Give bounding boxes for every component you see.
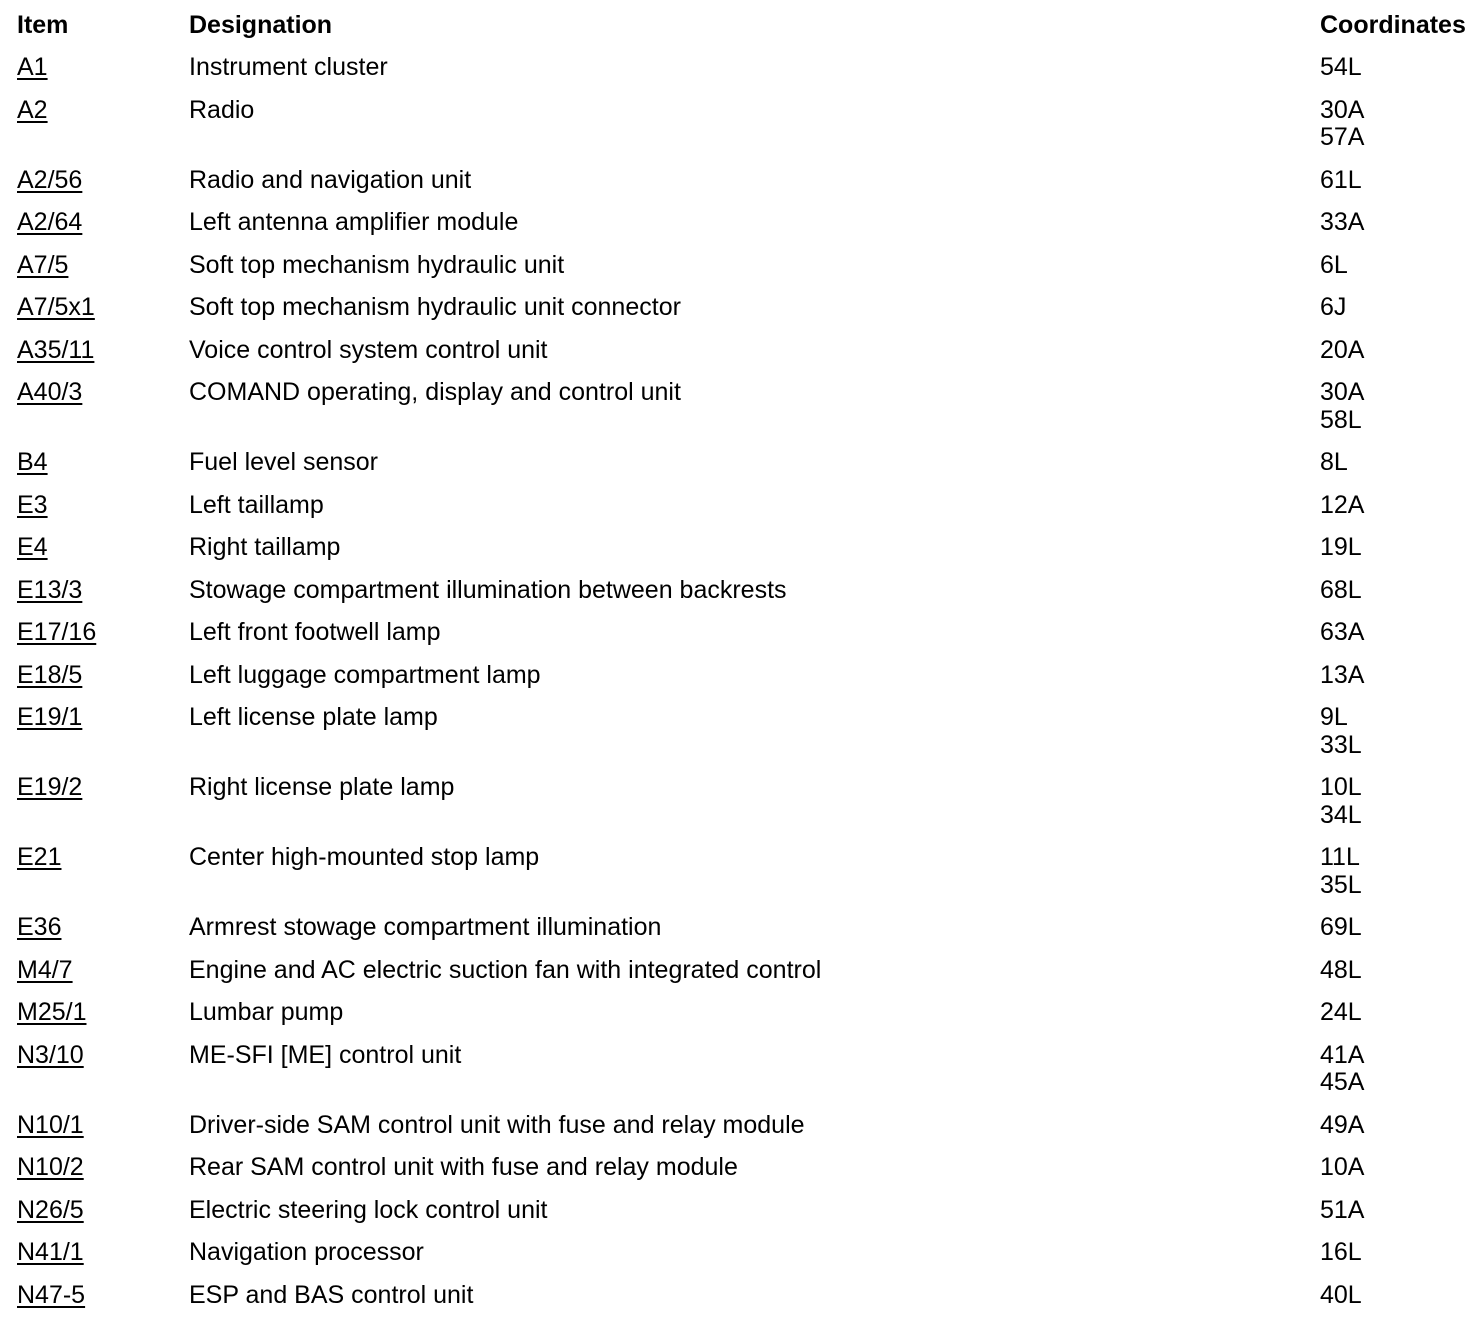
coordinate-value: 10A — [1320, 1153, 1365, 1181]
coordinates-cell — [1320, 577, 1472, 605]
table-row — [0, 47, 1472, 90]
item-link[interactable]: B4 — [17, 448, 48, 476]
item-cell — [17, 1282, 189, 1310]
item-link[interactable]: M25/1 — [17, 998, 87, 1026]
item-cell — [17, 534, 189, 562]
table-row — [0, 527, 1472, 570]
coordinates-cell — [1320, 1154, 1472, 1182]
item-cell — [17, 999, 189, 1027]
designation-text: Soft top mechanism hydraulic unit connector — [189, 293, 681, 321]
item-link[interactable]: N41/1 — [17, 1238, 84, 1266]
item-link[interactable]: E17/16 — [17, 618, 97, 646]
table-row — [0, 329, 1472, 372]
item-link[interactable]: A1 — [17, 53, 48, 81]
coordinate-value: 9L — [1320, 703, 1348, 731]
coordinate-value: 35L — [1320, 870, 1362, 899]
coordinate-value: 6J — [1320, 293, 1347, 321]
item-link[interactable]: A40/3 — [17, 378, 83, 406]
coordinates-cell — [1320, 379, 1472, 434]
item-link[interactable]: N10/2 — [17, 1153, 84, 1181]
coordinates-cell — [1320, 1282, 1472, 1310]
designation-text: Right license plate lamp — [189, 773, 455, 801]
coordinate-value: 13A — [1320, 660, 1365, 689]
coordinate-value: 54L — [1320, 53, 1362, 81]
item-cell — [17, 1197, 189, 1225]
designation-text: Voice control system control unit — [189, 335, 548, 364]
item-cell — [17, 54, 189, 82]
item-cell — [17, 844, 189, 899]
designation-text: Radio — [189, 95, 255, 124]
coordinates-cell — [1320, 54, 1472, 82]
table-row — [0, 202, 1472, 245]
column-header-item: Item — [17, 10, 69, 39]
coordinate-value: 49A — [1320, 1110, 1365, 1139]
item-cell — [17, 209, 189, 237]
designation-text: ESP and BAS control unit — [189, 1280, 474, 1309]
designation-text: Electric steering lock control unit — [189, 1195, 548, 1224]
table-row — [0, 612, 1472, 655]
table-row — [0, 569, 1472, 612]
coordinates-cell — [1320, 1042, 1472, 1097]
coordinate-value: 19L — [1320, 533, 1362, 561]
table-row — [0, 949, 1472, 992]
coordinate-value: 33L — [1320, 730, 1362, 759]
coordinates-cell — [1320, 914, 1472, 942]
table-row — [0, 244, 1472, 287]
designation-text: Navigation processor — [189, 1238, 424, 1266]
designation-text: Left antenna amplifier module — [189, 208, 519, 236]
item-cell — [17, 97, 189, 152]
coordinates-cell — [1320, 1112, 1472, 1140]
designation-text: Left luggage compartment lamp — [189, 660, 541, 689]
designation-text: Rear SAM control unit with fuse and relay module — [189, 1153, 738, 1181]
table-row — [0, 484, 1472, 527]
coordinate-value: 68L — [1320, 575, 1362, 604]
column-header-designation: Designation — [189, 10, 333, 39]
table-header-row — [0, 4, 1472, 47]
item-cell — [17, 294, 189, 322]
coordinates-cell — [1320, 1239, 1472, 1267]
designation-text: ME-SFI [ME] control unit — [189, 1040, 462, 1069]
coordinate-value: 34L — [1320, 800, 1362, 829]
item-cell — [17, 167, 189, 195]
designation-text: Left license plate lamp — [189, 703, 438, 731]
table-row — [0, 992, 1472, 1035]
table-row — [0, 287, 1472, 330]
item-link[interactable]: A2/64 — [17, 208, 83, 236]
coordinate-value: 48L — [1320, 955, 1362, 984]
column-header-coordinates: Coordinates — [1320, 10, 1466, 39]
designation-text: Lumbar pump — [189, 998, 344, 1026]
designation-text: COMAND operating, display and control unit — [189, 378, 681, 406]
item-cell — [17, 337, 189, 365]
designation-text: Fuel level sensor — [189, 448, 378, 476]
item-cell — [17, 704, 189, 759]
item-cell — [17, 1112, 189, 1140]
item-cell — [17, 577, 189, 605]
item-cell — [17, 1154, 189, 1182]
designation-text: Stowage compartment illumination between backrests — [189, 575, 787, 604]
table-row — [0, 1147, 1472, 1190]
item-link[interactable]: N3/10 — [17, 1040, 84, 1069]
table-row — [0, 1232, 1472, 1275]
designation-text: Left taillamp — [189, 490, 324, 519]
item-link[interactable]: A35/11 — [17, 335, 95, 364]
item-cell — [17, 1239, 189, 1267]
item-cell — [17, 662, 189, 690]
item-cell — [17, 379, 189, 434]
table-row — [0, 767, 1472, 837]
item-link[interactable]: E4 — [17, 533, 48, 561]
table-row — [0, 654, 1472, 697]
designation-text: Armrest stowage compartment illumination — [189, 913, 662, 941]
item-cell — [17, 774, 189, 829]
coordinates-cell — [1320, 492, 1472, 520]
coordinates-cell — [1320, 97, 1472, 152]
designation-text: Center high-mounted stop lamp — [189, 843, 540, 871]
coordinate-value: 24L — [1320, 998, 1362, 1026]
table-row — [0, 159, 1472, 202]
coordinate-value: 11L — [1320, 843, 1360, 871]
table-row — [0, 372, 1472, 442]
item-cell — [17, 1042, 189, 1097]
coordinates-cell — [1320, 1197, 1472, 1225]
coordinates-cell — [1320, 957, 1472, 985]
coordinate-value: 16L — [1320, 1238, 1362, 1266]
coordinate-value: 20A — [1320, 335, 1365, 364]
coordinates-cell — [1320, 662, 1472, 690]
coordinate-value: 33A — [1320, 208, 1365, 236]
coordinates-cell — [1320, 534, 1472, 562]
designation-text: Soft top mechanism hydraulic unit — [189, 250, 565, 279]
coordinate-value: 30A — [1320, 378, 1365, 406]
item-cell — [17, 449, 189, 477]
item-link[interactable]: E36 — [17, 913, 62, 941]
coordinate-value: 10L — [1320, 773, 1362, 801]
coordinate-value: 41A — [1320, 1040, 1365, 1069]
item-link[interactable]: A2/56 — [17, 165, 83, 194]
item-cell — [17, 252, 189, 280]
coordinates-cell — [1320, 999, 1472, 1027]
item-link[interactable]: E13/3 — [17, 575, 83, 604]
coordinates-cell — [1320, 294, 1472, 322]
table-row — [0, 1034, 1472, 1104]
item-cell — [17, 492, 189, 520]
coordinates-cell — [1320, 252, 1472, 280]
coordinate-value: 40L — [1320, 1280, 1362, 1309]
designation-text: Driver-side SAM control unit with fuse and relay module — [189, 1110, 805, 1139]
coordinates-cell — [1320, 704, 1472, 759]
item-link[interactable]: N26/5 — [17, 1195, 84, 1224]
item-link[interactable]: E19/1 — [17, 703, 83, 731]
item-cell — [17, 957, 189, 985]
coordinates-cell — [1320, 167, 1472, 195]
coordinate-value: 69L — [1320, 913, 1362, 941]
item-link[interactable]: E3 — [17, 490, 48, 519]
table-row — [0, 1274, 1472, 1317]
table-row — [0, 697, 1472, 767]
coordinate-value: 51A — [1320, 1195, 1365, 1224]
item-link[interactable]: E21 — [17, 843, 62, 871]
coordinates-cell — [1320, 844, 1472, 899]
table-row — [0, 1104, 1472, 1147]
item-link[interactable]: E18/5 — [17, 660, 83, 689]
item-cell — [17, 619, 189, 647]
item-link[interactable]: M4/7 — [17, 955, 73, 984]
item-link[interactable]: A2 — [17, 95, 48, 124]
table-row — [0, 442, 1472, 485]
coordinates-cell — [1320, 774, 1472, 829]
item-link[interactable]: A7/5 — [17, 250, 69, 279]
table-body — [0, 47, 1472, 1317]
table-row — [0, 89, 1472, 159]
coordinate-value: 63A — [1320, 618, 1365, 646]
coordinates-cell — [1320, 449, 1472, 477]
designation-text: Radio and navigation unit — [189, 165, 472, 194]
coordinate-value: 12A — [1320, 490, 1365, 519]
coordinate-value: 57A — [1320, 123, 1365, 151]
designation-text: Instrument cluster — [189, 53, 388, 81]
coordinate-value: 30A — [1320, 95, 1365, 124]
item-link[interactable]: E19/2 — [17, 773, 83, 801]
coordinate-value: 58L — [1320, 405, 1362, 434]
designation-text: Left front footwell lamp — [189, 618, 441, 646]
item-link[interactable]: A7/5x1 — [17, 293, 95, 321]
coordinate-value: 61L — [1320, 165, 1362, 194]
table-row — [0, 907, 1472, 950]
coordinate-value: 45A — [1320, 1068, 1365, 1096]
coordinate-value: 8L — [1320, 448, 1348, 476]
designation-text: Right taillamp — [189, 533, 341, 561]
coordinates-cell — [1320, 337, 1472, 365]
table-row — [0, 1189, 1472, 1232]
coordinates-cell — [1320, 619, 1472, 647]
designation-text: Engine and AC electric suction fan with integrated control — [189, 955, 822, 984]
table-row — [0, 837, 1472, 907]
item-link[interactable]: N47-5 — [17, 1280, 86, 1309]
item-link[interactable]: N10/1 — [17, 1110, 84, 1139]
coordinate-value: 6L — [1320, 250, 1348, 279]
item-cell — [17, 914, 189, 942]
coordinates-cell — [1320, 209, 1472, 237]
